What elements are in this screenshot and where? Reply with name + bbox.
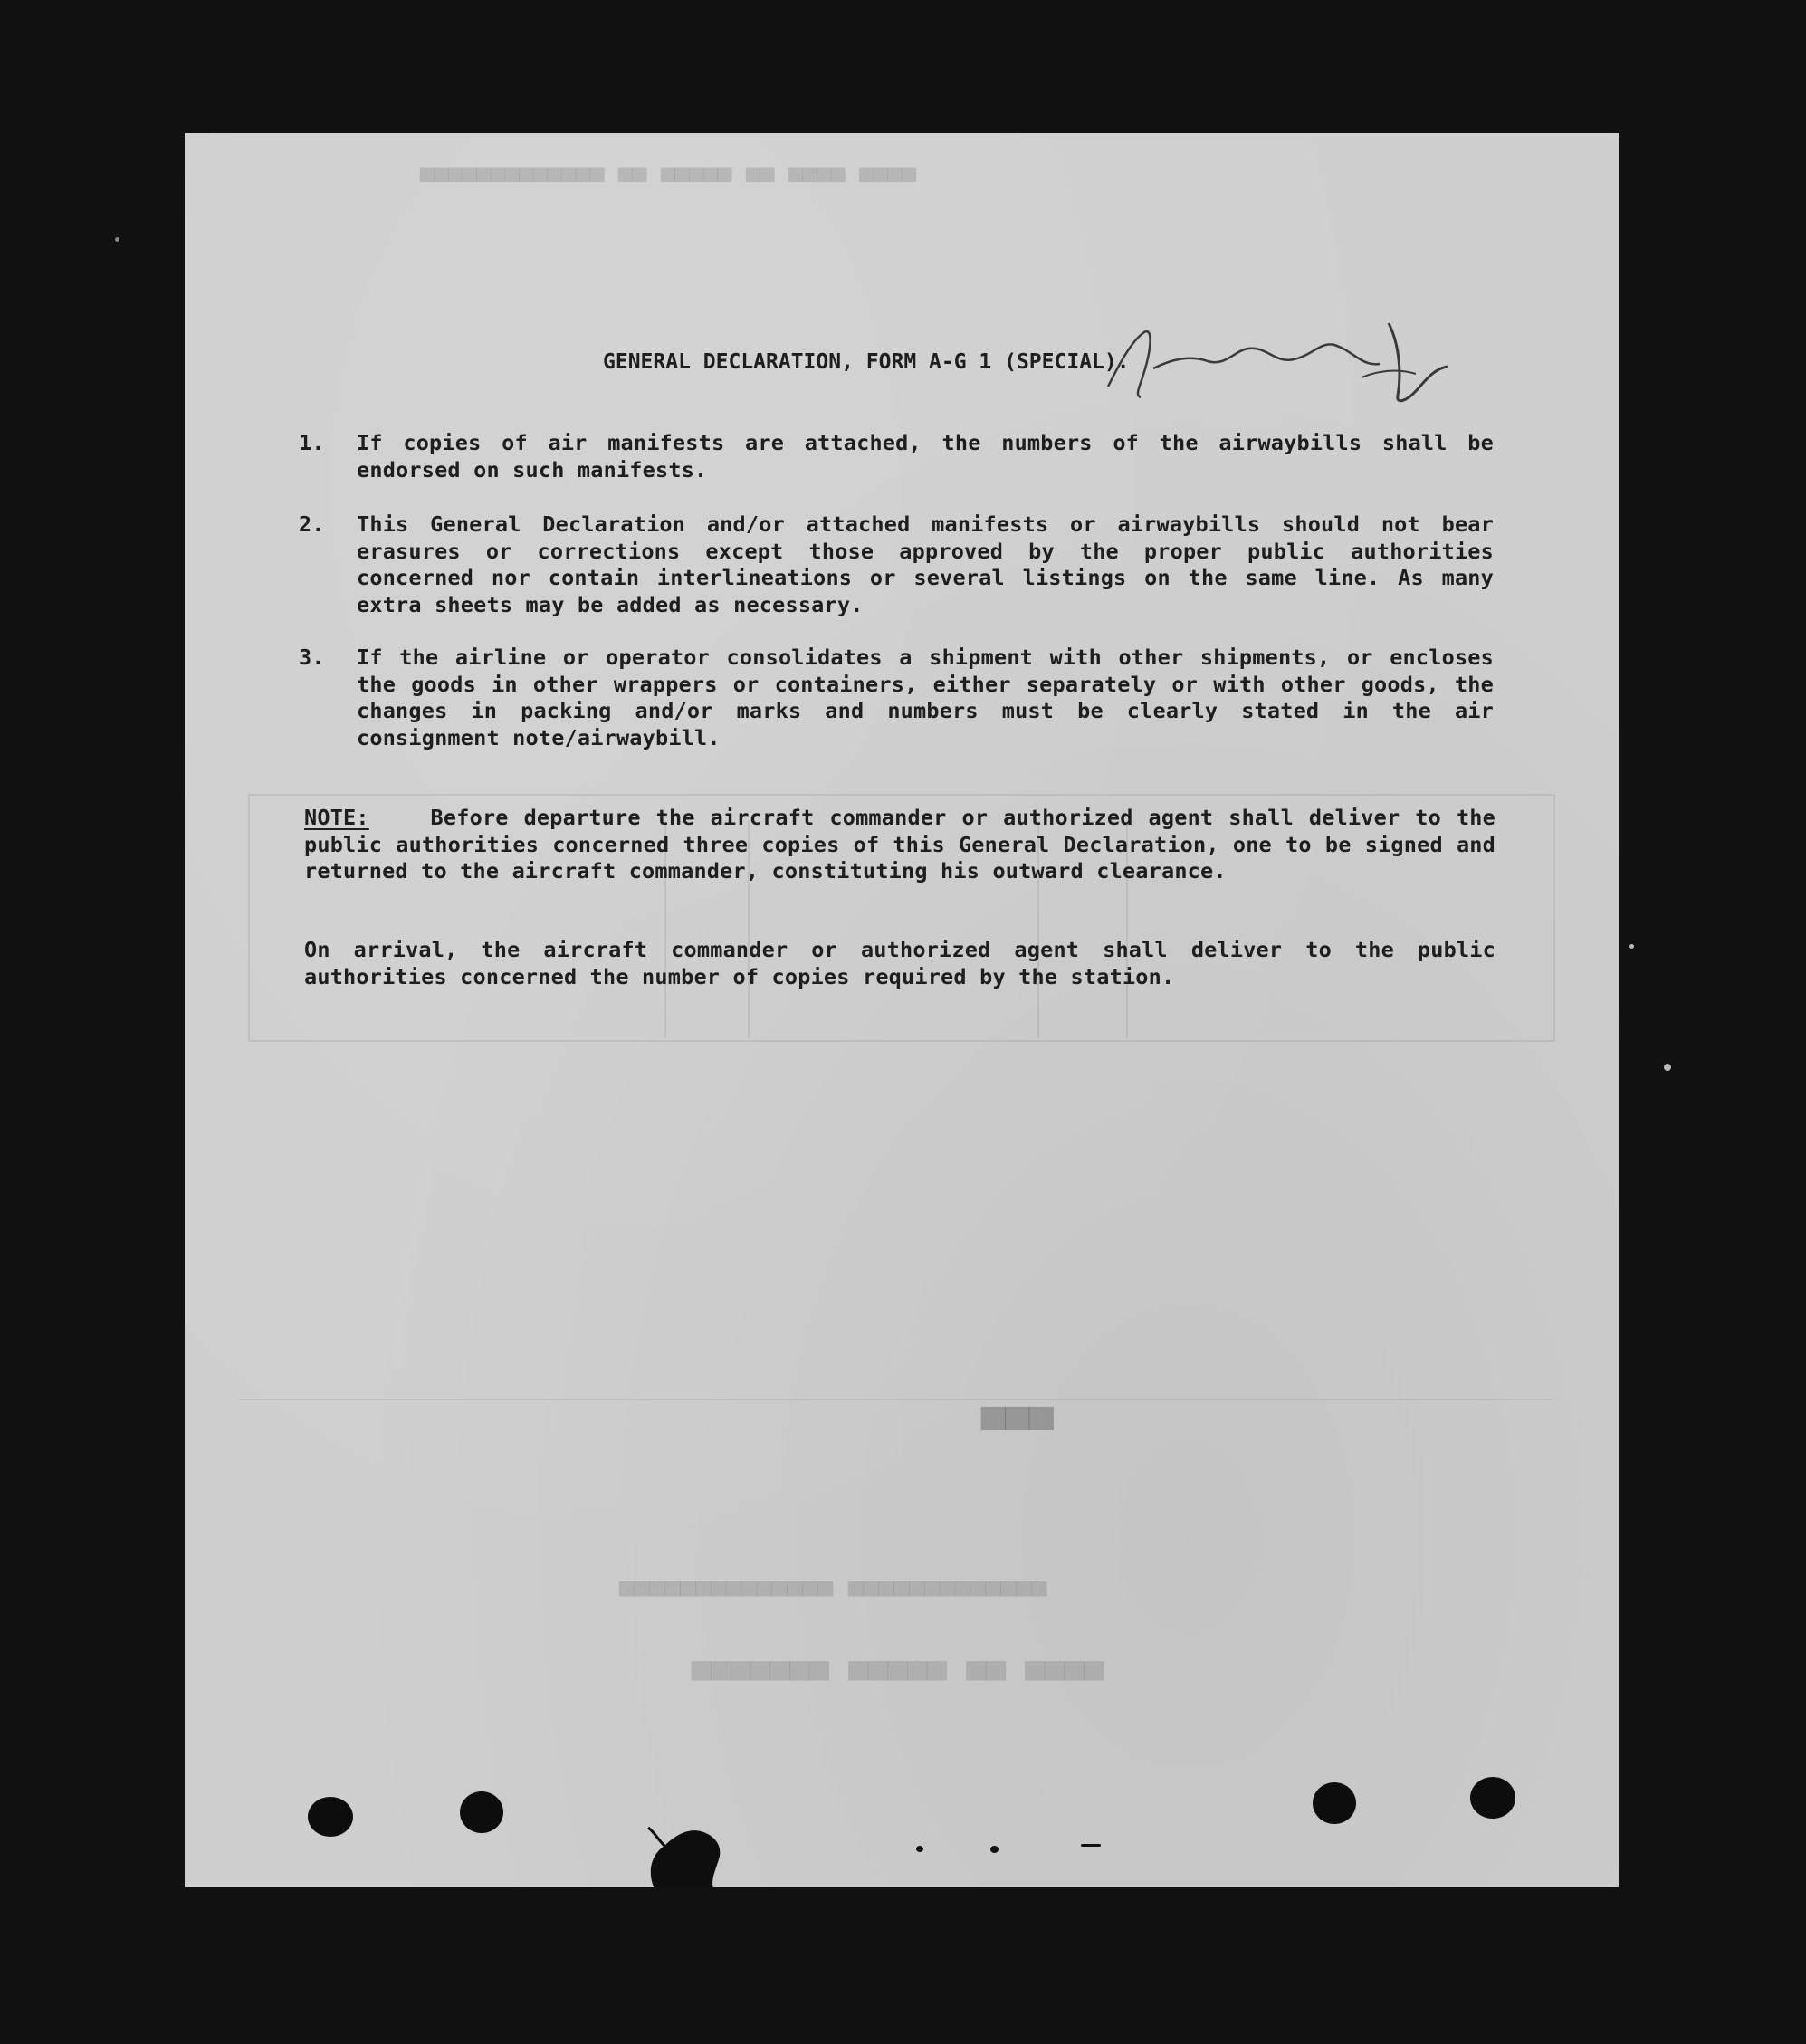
item-text: If copies of air manifests are attached, the numbers of the airwaybills shall be endorsed on such manifests.	[357, 430, 1494, 482]
punch-hole	[1313, 1782, 1356, 1824]
item-number: 2.	[299, 511, 325, 537]
ink-blot	[637, 1819, 737, 1887]
speck	[916, 1846, 923, 1852]
speck	[990, 1846, 999, 1853]
speck	[115, 237, 119, 242]
arrival-paragraph: On arrival, the aircraft commander or authorized agent shall deliver to the public authorities concerned the number of copies required by the station.	[304, 937, 1495, 989]
handwritten-initials	[1090, 314, 1479, 414]
punch-hole	[308, 1797, 353, 1837]
page-title: GENERAL DECLARATION, FORM A-G 1 (SPECIAL).	[603, 350, 1130, 374]
item-text: This General Declaration and/or attached manifests or airwaybills should not bear erasures or corrections except those approved by the proper public authorities concerned nor contain interlineations or several listings on the same line. As many extra sheets may be added as necessary.	[357, 511, 1494, 617]
bleed-through-text: ▀▀▀▀ ▀▀ ▀▀▀▀▀ ▀▀▀▀▀▀▀	[692, 1663, 1104, 1700]
item-number: 1.	[299, 430, 325, 455]
bleed-through-heading: ▀▀▀▀ ▀▀▀▀ ▀▀ ▀▀▀▀▀ ▀▀ ▀▀▀▀▀▀▀▀▀▀▀▀▀	[420, 169, 916, 196]
punch-hole	[460, 1791, 503, 1833]
note-label: NOTE:	[304, 805, 369, 830]
bleed-through-number: ▀▀▀	[981, 1408, 1054, 1454]
item-number: 3.	[299, 645, 325, 670]
speck	[1664, 1064, 1671, 1071]
punch-hole	[1470, 1777, 1515, 1819]
speck	[1629, 944, 1634, 949]
note-text: Before departure the aircraft commander or authorized agent shall deliver to the public authorities concerned three copies of this General Declaration, one to be signed and returned to the aircraft commander, constituting his outward clearance.	[304, 805, 1495, 884]
item-text: If the airline or operator consolidates a shipment with other shipments, or encloses the goods in other wrappers or containers, either separately or with other goods, the changes in packing and/or marks and numbers must be clearly stated in the air consignment note/airwaybill.	[357, 645, 1494, 750]
speck	[1081, 1844, 1101, 1847]
document-page	[185, 133, 1619, 1887]
note-paragraph	[304, 805, 1495, 885]
bleed-through-rule	[239, 1399, 1552, 1400]
bleed-through-text: ▀▀▀▀▀▀▀▀▀▀▀▀▀ ▀▀▀▀▀▀▀▀▀▀▀▀▀▀	[619, 1581, 1047, 1611]
